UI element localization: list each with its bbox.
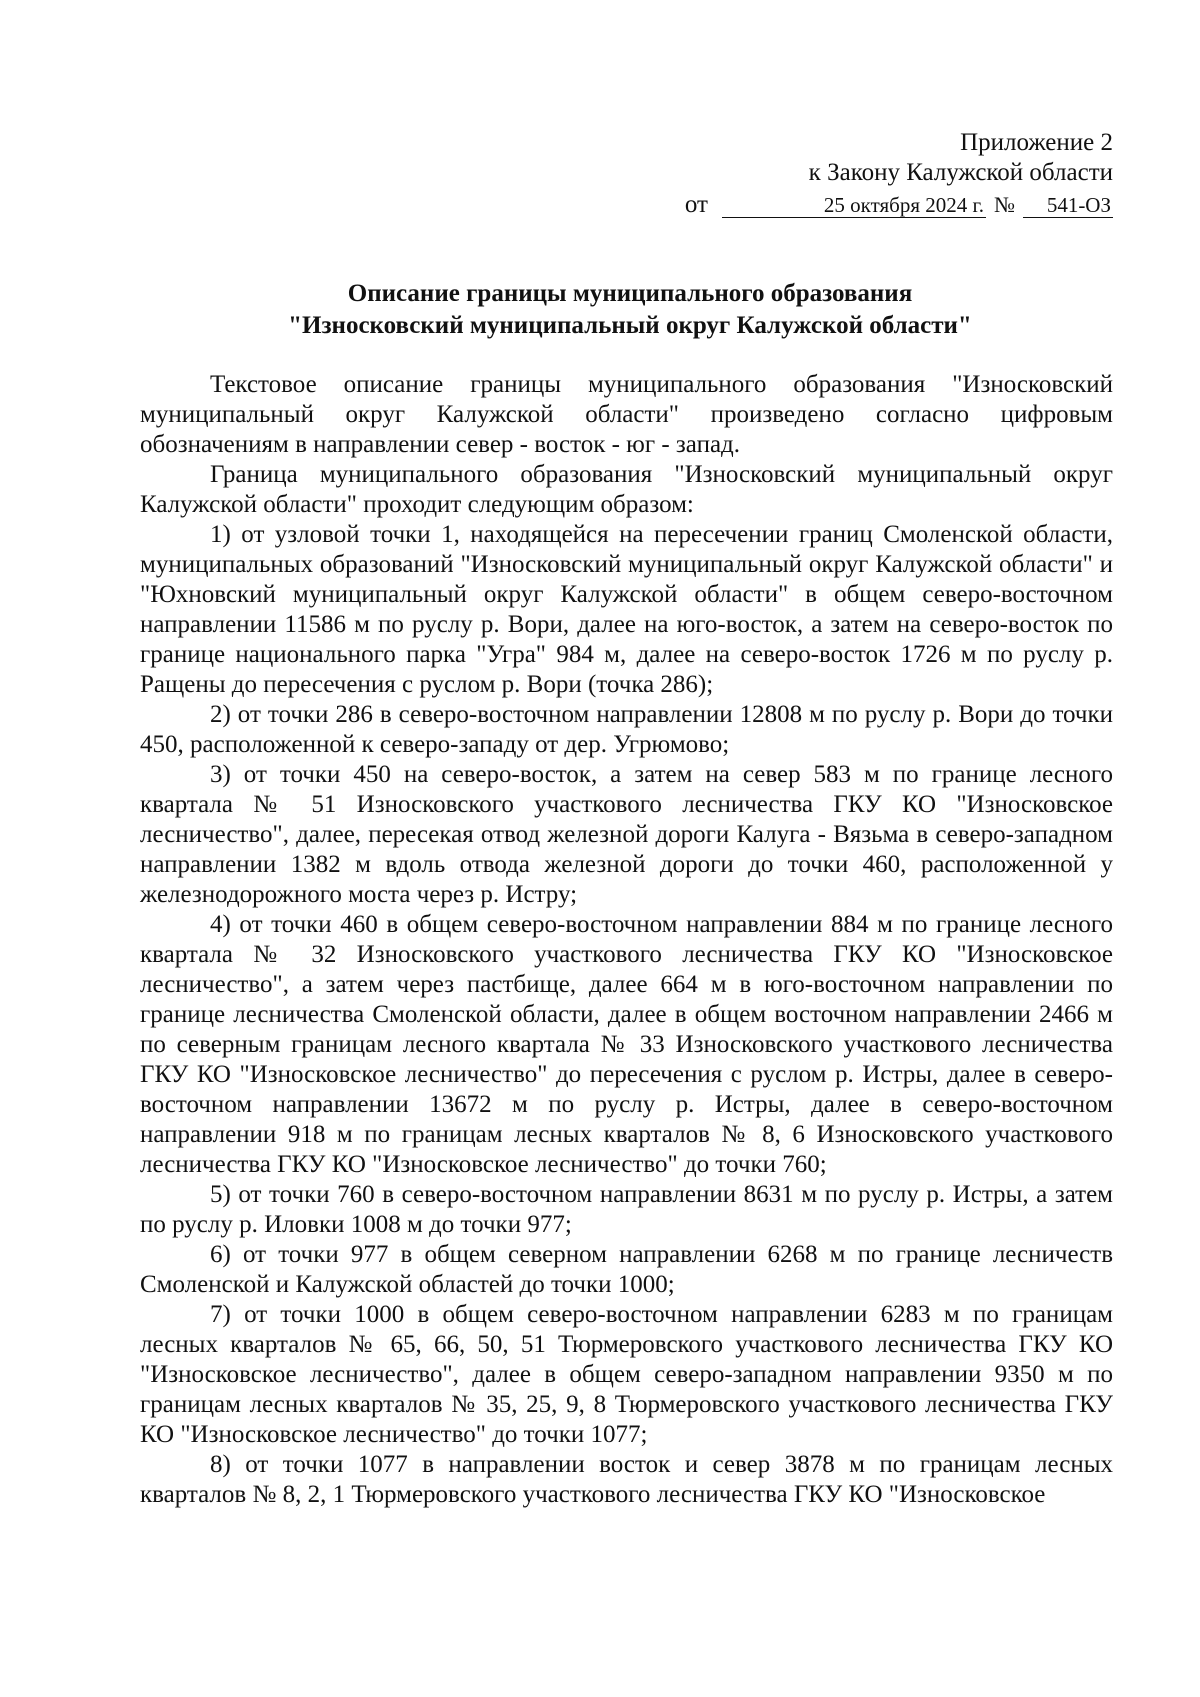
title-line-1: Описание границы муниципального образования (347, 280, 913, 307)
document-title (140, 278, 1120, 342)
paragraph-intro: Текстовое описание границы муниципального образования "Износковский муниципальный округ Калужской области" произведено согласно цифровым обозначениям в направлении север - восток - юг - запад. (140, 371, 1113, 458)
appendix-header (685, 128, 1113, 220)
law-date: 25 октября 2024 г. (722, 193, 986, 218)
appendix-number: Приложение 2 (960, 129, 1113, 156)
law-number: 541-ОЗ (1023, 193, 1113, 218)
paragraph-segment-5: 5) от точки 760 в северо-восточном направлении 8631 м по руслу р. Истры, а затем по руслу р. Иловки 1008 м до точки 977; (140, 1181, 1113, 1238)
paragraph-segment-7: 7) от точки 1000 в общем северо-восточном направлении 6283 м по границам лесных кварталов № 65, 66, 50, 51 Тюрмеровского участкового лесничества ГКУ КО "Износковское лесничество", далее в общем северо-западном направлении 9350 м по границам лесных кварталов № 35, 25, 9, 8 Тюрмеровского участкового лесничества ГКУ КО "Износковское лесничество" до точки 1077; (140, 1301, 1113, 1448)
paragraph-segment-3: 3) от точки 450 на северо-восток, а затем на север 583 м по границе лесного квартала № 51 Износковского участкового лесничества ГКУ КО "Износковское лесничество", далее, пересекая отвод железной дороги Калуга - Вязьма в северо-западном направлении 1382 м вдоль отвода железной дороги до точки 460, расположенной у железнодорожного моста через р. Истру; (140, 761, 1113, 908)
law-date-line (685, 190, 1113, 220)
paragraph-boundary-intro: Граница муниципального образования "Износковский муниципальный округ Калужской области" проходит следующим образом: (140, 461, 1113, 518)
title-line-2: "Износковский муниципальный округ Калужской области" (288, 312, 972, 339)
paragraph-segment-8: 8) от точки 1077 в направлении восток и север 3878 м по границам лесных кварталов № 8, 2, 1 Тюрмеровского участкового лесничества ГКУ КО "Износковское (140, 1451, 1113, 1508)
paragraph-segment-1: 1) от узловой точки 1, находящейся на пересечении границ Смоленской области, муниципальных образований "Износковский муниципальный округ Калужской области" и "Юхновский муниципальный округ Калужской области" в общем северо-восточном направлении 11586 м по руслу р. Вори, далее на юго-восток, а затем на северо-восток по границе национального парка "Угра" 984 м, далее на северо-восток 1726 м по руслу р. Ращены до пересечения с руслом р. Вори (точка 286); (140, 521, 1113, 698)
from-label: от (684, 191, 708, 218)
law-reference: к Закону Калужской области (808, 159, 1113, 186)
paragraph-segment-2: 2) от точки 286 в северо-восточном направлении 12808 м по руслу р. Вори до точки 450, расположенной к северо-западу от дер. Угрюмово; (140, 701, 1113, 758)
number-label: № (994, 192, 1015, 217)
document-body (140, 370, 1113, 1510)
paragraph-segment-6: 6) от точки 977 в общем северном направлении 6268 м по границе лесничеств Смоленской и Калужской областей до точки 1000; (140, 1241, 1113, 1298)
paragraph-segment-4: 4) от точки 460 в общем северо-восточном направлении 884 м по границе лесного квартала № 32 Износковского участкового лесничества ГКУ КО "Износковское лесничество", а затем через пастбище, далее 664 м в юго-восточном направлении по границе лесничества Смоленской области, далее в общем восточном направлении 2466 м по северным границам лесного квартала № 33 Износковского участкового лесничества ГКУ КО "Износковское лесничество" до пересечения с руслом р. Истры, далее в северо-восточном направлении 13672 м по руслу р. Истры, далее в северо-восточном направлении 918 м по границам лесных кварталов № 8, 6 Износковского участкового лесничества ГКУ КО "Износковское лесничество" до точки 760; (140, 911, 1113, 1178)
